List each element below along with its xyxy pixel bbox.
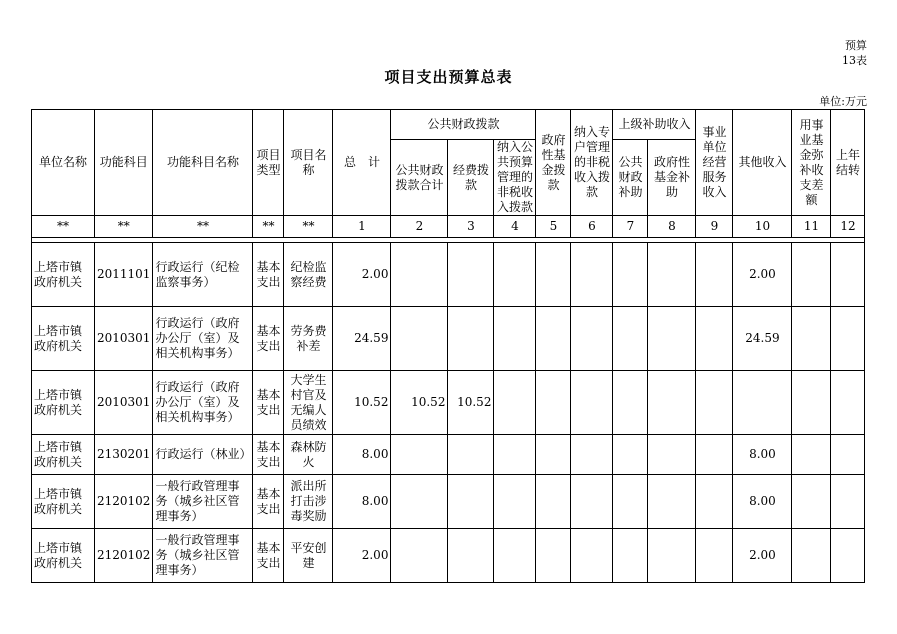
cell-code: 2120102 [95,529,153,583]
cell-reserve-fund [792,435,831,475]
cell-unit: 上塔市镇政府机关 [32,371,95,435]
cell-total: 10.52 [333,371,391,435]
cell-gov-fund [536,243,571,307]
cell-code: 2011101 [95,243,153,307]
cell-type: 基本支出 [253,435,284,475]
col-upper-subsidy: 上级补助收入 [613,110,696,140]
cell-type: 基本支出 [253,307,284,371]
index-cell: 7 [613,216,648,238]
cell-us-public [613,243,648,307]
cell-unit: 上塔市镇政府机关 [32,475,95,529]
cell-us-public [613,371,648,435]
cell-last-year [831,475,865,529]
cell-unit: 上塔市镇政府机关 [32,435,95,475]
cell-us-fund [648,243,696,307]
cell-other-income: 8.00 [733,435,792,475]
table-row [32,243,865,307]
cell-pf-total [391,475,448,529]
cell-unit: 上塔市镇政府机关 [32,243,95,307]
cell-special-nontax [571,243,613,307]
cell-business-income [696,371,733,435]
cell-last-year [831,307,865,371]
index-cell: 12 [831,216,865,238]
cell-gov-fund [536,435,571,475]
cell-special-nontax [571,371,613,435]
cell-gov-fund [536,529,571,583]
index-cell: ** [153,216,253,238]
cell-total: 2.00 [333,529,391,583]
cell-gov-fund [536,371,571,435]
cell-business-income [696,435,733,475]
cell-proj-name: 派出所打击涉毒奖励 [284,475,333,529]
cell-pf-nontax [494,371,536,435]
cell-total: 24.59 [333,307,391,371]
cell-type: 基本支出 [253,529,284,583]
index-cell: 10 [733,216,792,238]
cell-func-name: 行政运行（政府办公厅（室）及相关机构事务） [153,371,253,435]
cell-other-income [733,371,792,435]
cell-code: 2120102 [95,475,153,529]
cell-total: 8.00 [333,435,391,475]
col-total: 总 计 [333,110,391,216]
index-cell: ** [284,216,333,238]
cell-other-income: 2.00 [733,243,792,307]
cell-unit: 上塔市镇政府机关 [32,529,95,583]
cell-reserve-fund [792,243,831,307]
col-last-year: 上年结转 [831,110,865,216]
cell-func-name: 一般行政管理事务（城乡社区管理事务） [153,529,253,583]
cell-other-income: 8.00 [733,475,792,529]
cell-pf-funds [448,475,494,529]
col-public-finance: 公共财政拨款 [391,110,536,140]
col-special-nontax: 纳入专户管理的非税收入拨款 [571,110,613,216]
index-cell: 9 [696,216,733,238]
table-row [32,475,865,529]
index-cell: 1 [333,216,391,238]
col-unit-name: 单位名称 [32,110,95,216]
cell-last-year [831,371,865,435]
cell-code: 2010301 [95,371,153,435]
cell-type: 基本支出 [253,475,284,529]
cell-pf-funds [448,243,494,307]
cell-pf-nontax [494,243,536,307]
cell-other-income: 24.59 [733,307,792,371]
budget-table [31,109,865,583]
cell-special-nontax [571,529,613,583]
form-number [842,38,867,68]
cell-pf-nontax [494,529,536,583]
col-proj-name: 项目名称 [284,110,333,216]
col-pf-funds: 经费拨款 [448,140,494,216]
index-cell: 2 [391,216,448,238]
index-cell: 8 [648,216,696,238]
cell-us-fund [648,371,696,435]
cell-proj-name: 平安创建 [284,529,333,583]
cell-us-public [613,529,648,583]
cell-pf-total [391,529,448,583]
col-reserve-fund: 用事业基金弥补收支差额 [792,110,831,216]
col-proj-type: 项目类型 [253,110,284,216]
index-cell: 5 [536,216,571,238]
cell-pf-total [391,243,448,307]
cell-pf-nontax [494,307,536,371]
unit-label: 单位:万元 [819,95,867,108]
index-cell: 11 [792,216,831,238]
cell-business-income [696,475,733,529]
col-func-name: 功能科目名称 [153,110,253,216]
form-number-line1: 预算 [845,39,867,52]
cell-business-income [696,529,733,583]
cell-func-name: 行政运行（林业） [153,435,253,475]
form-number-line2: 13表 [842,54,867,67]
cell-reserve-fund [792,307,831,371]
cell-us-public [613,475,648,529]
cell-proj-name: 纪检监察经费 [284,243,333,307]
cell-code: 2130201 [95,435,153,475]
cell-total: 8.00 [333,475,391,529]
cell-type: 基本支出 [253,243,284,307]
cell-pf-funds [448,435,494,475]
cell-us-public [613,435,648,475]
table-row [32,529,865,583]
index-cell: 4 [494,216,536,238]
cell-code: 2010301 [95,307,153,371]
cell-other-income: 2.00 [733,529,792,583]
cell-pf-nontax [494,435,536,475]
col-pf-total: 公共财政拨款合计 [391,140,448,216]
cell-last-year [831,243,865,307]
cell-us-fund [648,307,696,371]
cell-pf-nontax [494,475,536,529]
col-us-public: 公共财政补助 [613,140,648,216]
cell-us-fund [648,529,696,583]
col-func-code: 功能科目 [95,110,153,216]
table-row [32,307,865,371]
cell-special-nontax [571,475,613,529]
col-business-income: 事业单位经营服务收入 [696,110,733,216]
cell-pf-total: 10.52 [391,371,448,435]
index-cell: 3 [448,216,494,238]
table-row [32,371,865,435]
cell-us-public [613,307,648,371]
cell-last-year [831,435,865,475]
cell-special-nontax [571,435,613,475]
cell-gov-fund [536,475,571,529]
cell-us-fund [648,435,696,475]
cell-pf-funds [448,529,494,583]
index-cell: 6 [571,216,613,238]
cell-func-name: 行政运行（政府办公厅（室）及相关机构事务） [153,307,253,371]
table-row [32,435,865,475]
cell-gov-fund [536,307,571,371]
cell-business-income [696,243,733,307]
cell-business-income [696,307,733,371]
cell-pf-total [391,435,448,475]
index-cell: ** [95,216,153,238]
cell-total: 2.00 [333,243,391,307]
index-cell: ** [32,216,95,238]
cell-pf-funds [448,307,494,371]
col-other-income: 其他收入 [733,110,792,216]
cell-us-fund [648,475,696,529]
cell-func-name: 行政运行（纪检监察事务） [153,243,253,307]
cell-reserve-fund [792,529,831,583]
cell-last-year [831,529,865,583]
cell-pf-total [391,307,448,371]
page-title: 项目支出预算总表 [384,68,513,86]
cell-proj-name: 劳务费补差 [284,307,333,371]
cell-reserve-fund [792,371,831,435]
col-us-fund: 政府性基金补助 [648,140,696,216]
cell-proj-name: 森林防火 [284,435,333,475]
cell-proj-name: 大学生村官及无编人员绩效 [284,371,333,435]
col-gov-fund: 政府性基金拨款 [536,110,571,216]
index-cell: ** [253,216,284,238]
cell-unit: 上塔市镇政府机关 [32,307,95,371]
cell-pf-funds: 10.52 [448,371,494,435]
table-body [32,243,865,583]
cell-special-nontax [571,307,613,371]
cell-func-name: 一般行政管理事务（城乡社区管理事务） [153,475,253,529]
col-pf-nontax: 纳入公共预算管理的非税收入拨款 [494,140,536,216]
cell-type: 基本支出 [253,371,284,435]
cell-reserve-fund [792,475,831,529]
